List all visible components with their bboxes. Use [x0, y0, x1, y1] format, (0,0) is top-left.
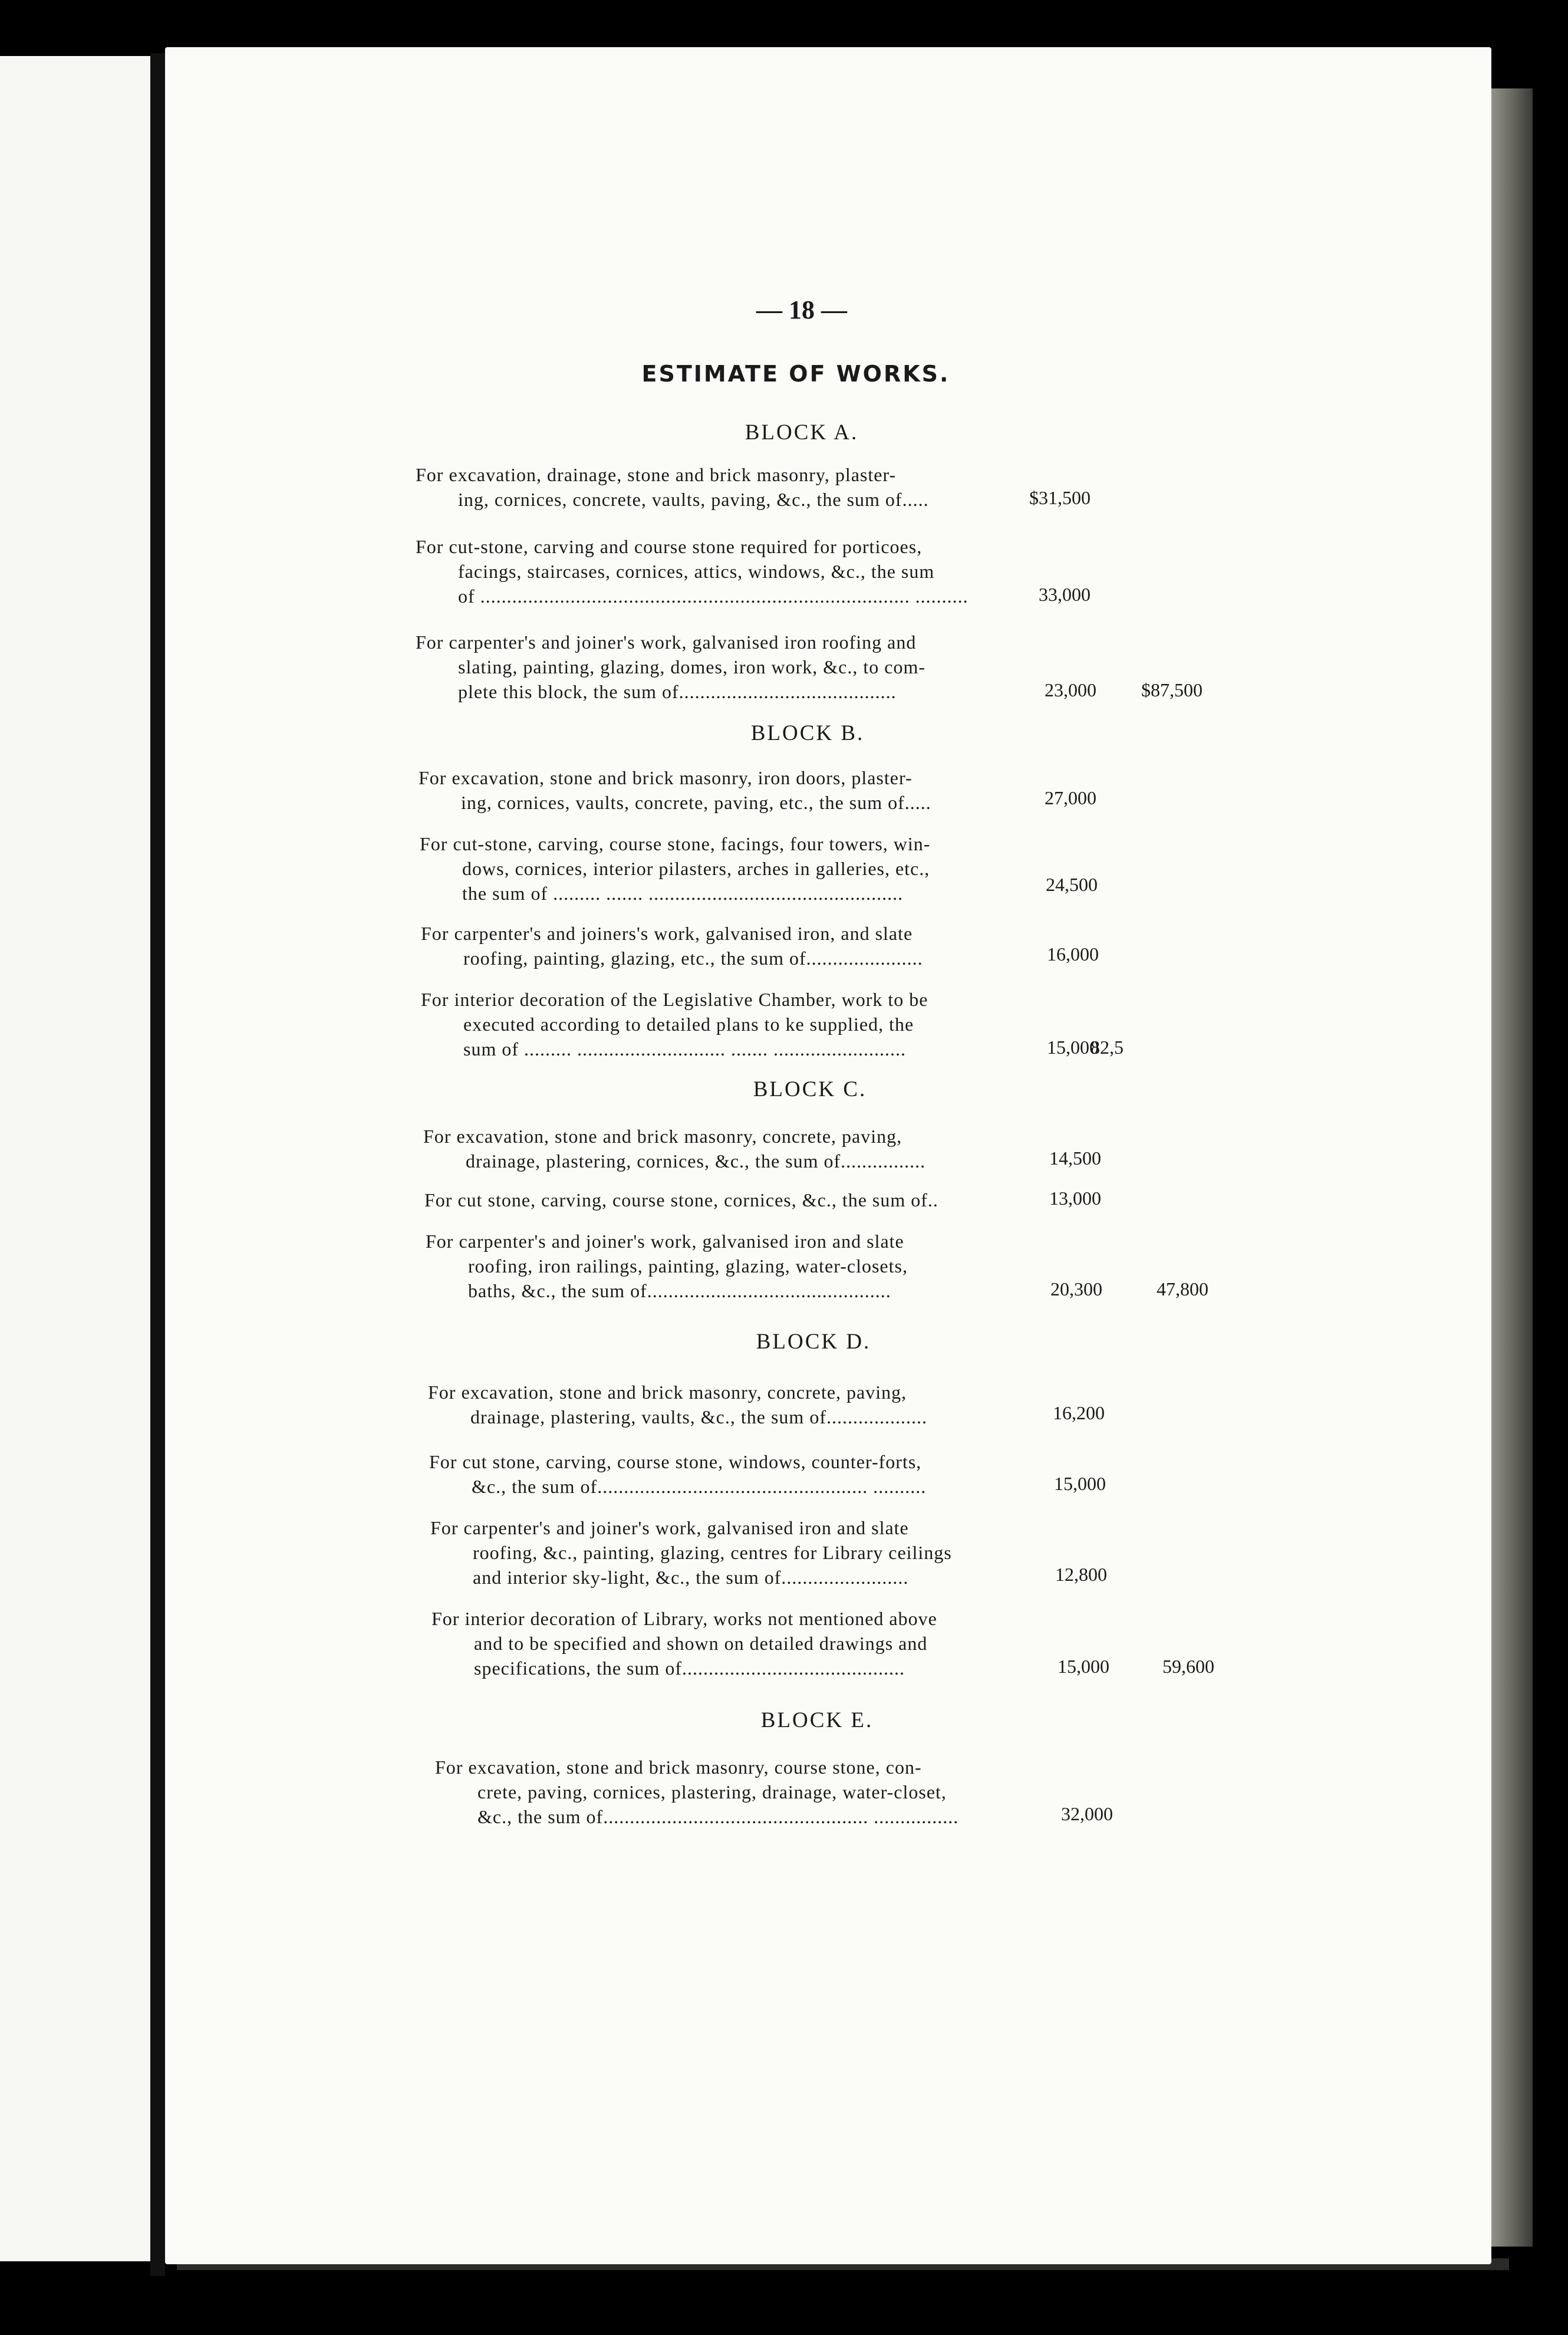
block-title: BLOCK B. [750, 721, 865, 745]
facing-page-edge [0, 56, 150, 2261]
estimate-item [416, 630, 1017, 704]
estimate-item [426, 1229, 1027, 1303]
estimate-item [421, 921, 1022, 971]
page-heading: ESTIMATE OF WORKS. [641, 361, 950, 387]
item-line: For carpenter's and joiners's work, galvanised iron, and slate [421, 923, 913, 944]
item-amount: 24,500 [1046, 874, 1098, 895]
item-line: plete this block, the sum of......................................... [458, 681, 897, 702]
item-line: For excavation, stone and brick masonry, iron doors, plaster- [419, 767, 913, 788]
block-title: BLOCK D. [756, 1330, 871, 1354]
item-amount: 15,000 [1054, 1473, 1106, 1494]
page-number: — 18 — [756, 295, 847, 324]
item-line: For carpenter's and joiner's work, galvanised iron roofing and [416, 632, 917, 653]
block-total: $87,500 [1141, 679, 1203, 700]
item-line: For excavation, stone and brick masonry, concrete, paving, [428, 1382, 907, 1403]
item-amount: 16,200 [1053, 1402, 1105, 1423]
estimate-item [428, 1380, 1029, 1429]
estimate-item [423, 1124, 1025, 1173]
item-line: of ................................................................................. .......... [458, 586, 969, 607]
item-line: roofing, painting, glazing, etc., the sum of...................... [463, 948, 923, 969]
item-amount: 15,000 [1058, 1656, 1109, 1677]
estimate-item [429, 1449, 1030, 1499]
item-amount: 27,000 [1045, 787, 1096, 808]
item-line: For excavation, stone and brick masonry, course stone, con- [435, 1757, 922, 1778]
item-line: ing, cornices, concrete, vaults, paving, &c., the sum of..... [458, 489, 929, 510]
item-line: and to be specified and shown on detailed drawings and [474, 1633, 928, 1654]
estimate-item [431, 1606, 1033, 1680]
item-amount: 16,000 [1047, 943, 1099, 965]
item-line: &c., the sum of.................................................. ................ [477, 1806, 959, 1827]
item-line: baths, &c., the sum of.............................................. [468, 1280, 891, 1301]
item-line: executed according to detailed plans to ke supplied, the [463, 1014, 914, 1035]
book-gutter [150, 53, 165, 2276]
item-line: specifications, the sum of.......................................... [474, 1657, 905, 1679]
item-line: roofing, iron railings, painting, glazing, water-closets, [468, 1255, 908, 1277]
item-amount: 33,000 [1039, 584, 1091, 605]
block-title: BLOCK A. [745, 420, 859, 445]
estimate-item [416, 534, 1014, 609]
estimate-item [430, 1515, 1032, 1590]
item-amount: 32,000 [1061, 1803, 1113, 1824]
item-line: For cut stone, carving, course stone, cornices, &c., the sum of.. [424, 1189, 938, 1211]
item-line: For cut-stone, carving, course stone, facings, four towers, win- [420, 833, 931, 854]
item-line: For excavation, stone and brick masonry, concrete, paving, [423, 1126, 902, 1147]
item-line: ing, cornices, vaults, concrete, paving, etc., the sum of..... [461, 792, 931, 813]
item-line: For interior decoration of the Legislative Chamber, work to be [421, 989, 928, 1010]
block-title: BLOCK E. [760, 1708, 874, 1732]
item-line: For interior decoration of Library, works not mentioned above [431, 1608, 937, 1629]
block-title: BLOCK C. [753, 1077, 867, 1101]
item-line: dows, cornices, interior pilasters, arches in galleries, etc., [462, 858, 930, 879]
block-total: 59,600 [1162, 1656, 1214, 1677]
item-line: For carpenter's and joiner's work, galvanised iron and slate [426, 1231, 904, 1252]
item-line: drainage, plastering, cornices, &c., the sum of................ [466, 1150, 926, 1172]
estimate-item [420, 831, 1021, 906]
item-line: sum of ......... ............................ ....... ......................... [463, 1038, 906, 1060]
item-line: For carpenter's and joiner's work, galvanised iron and slate [430, 1517, 909, 1538]
item-line: crete, paving, cornices, plastering, drainage, water-closet, [477, 1781, 947, 1803]
estimate-item [421, 987, 1022, 1061]
item-amount: 15,000 [1047, 1037, 1099, 1058]
item-line: roofing, &c., painting, glazing, centres for Library ceilings [473, 1542, 952, 1563]
item-line: and interior sky-light, &c., the sum of........................ [473, 1567, 909, 1588]
item-amount: 13,000 [1049, 1188, 1101, 1209]
item-line: the sum of ......... ....... ................................................ [462, 883, 904, 904]
item-line: slating, painting, glazing, domes, iron work, &c., to com- [458, 656, 925, 678]
block-total: 82,5 [1091, 1037, 1124, 1058]
item-amount: $31,500 [1029, 487, 1091, 508]
item-amount: 20,300 [1050, 1278, 1102, 1300]
estimate-item [416, 462, 1014, 512]
item-amount: 23,000 [1045, 679, 1096, 700]
item-line: drainage, plastering, vaults, &c., the sum of................... [470, 1406, 927, 1428]
estimate-item [435, 1755, 1036, 1829]
block-total: 47,800 [1157, 1278, 1208, 1300]
estimate-item [424, 1188, 1026, 1212]
item-line: For cut stone, carving, course stone, windows, counter-forts, [429, 1451, 922, 1472]
item-amount: 14,500 [1049, 1147, 1101, 1169]
item-line: facings, staircases, cornices, attics, windows, &c., the sum [458, 561, 935, 582]
item-amount: 12,800 [1055, 1564, 1107, 1585]
item-line: &c., the sum of................................................... .......... [472, 1476, 927, 1497]
estimate-item [419, 765, 1020, 815]
item-line: For cut-stone, carving and course stone required for porticoes, [416, 536, 923, 557]
item-line: For excavation, drainage, stone and brick masonry, plaster- [416, 464, 897, 485]
